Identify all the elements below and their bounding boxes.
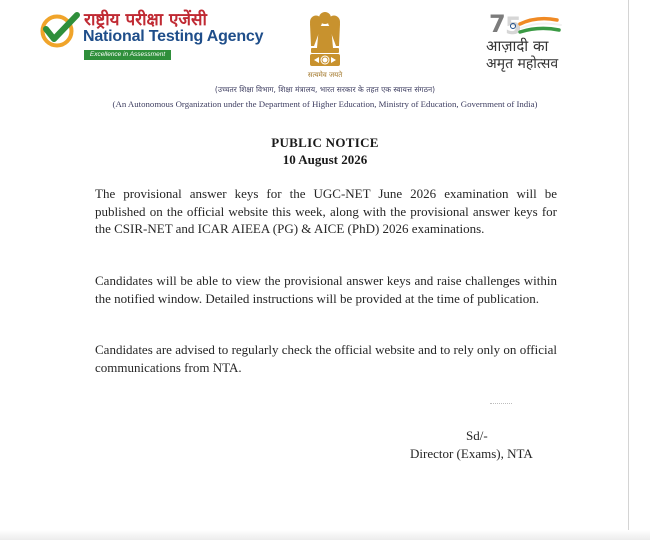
nta-logo-icon [40, 12, 80, 48]
page-edge-divider [628, 0, 629, 540]
notice-paragraph-3: Candidates are advised to regularly check the official website and to rely only on official communications from NTA. [95, 342, 557, 375]
national-emblem-icon [302, 8, 348, 78]
nta-tagline: Excellence in Assessment [84, 50, 171, 60]
nta-hindi-name: राष्ट्रीय परीक्षा एजेंसी [84, 10, 207, 30]
notice-date: 10 August 2026 [282, 152, 368, 167]
notice-paragraph-1: The provisional answer keys for the UGC-NET June 2026 examination will be published on the official website this week, along with the provisional answer keys for the CSIR-NET and ICAR AIEEA (PG) & AICE (PhD) 2026 examinations. [95, 186, 557, 236]
azadi-line-2: अमृत महोत्सव [486, 56, 559, 72]
notice-paragraph-2: Candidates will be able to view the provisional answer keys and raise challenges within the notified window. Detailed instructions will be provided at the time of publication. [95, 273, 557, 306]
nta-english-name: National Testing Agency [83, 28, 264, 45]
notice-title: PUBLIC NOTICE [271, 135, 379, 150]
scan-speck [490, 403, 512, 404]
emblem-motto: सत्यमेव जयते [307, 71, 343, 79]
svg-text:5: 5 [505, 12, 522, 40]
signature-designation: Director (Exams), NTA [410, 446, 533, 461]
azadi-line-1: आज़ादी का [486, 37, 549, 55]
svg-text:7: 7 [489, 10, 506, 38]
signature-sd: Sd/- [466, 428, 488, 443]
page-bottom-shadow [0, 530, 650, 540]
hindi-affiliation: (उच्चतर शिक्षा विभाग, शिक्षा मंत्रालय, भारत सरकार के तहत एक स्वायत्त संगठन) [214, 85, 436, 94]
english-affiliation: (An Autonomous Organization under the Department of Higher Education, Ministry of Education, Government of India) [112, 99, 538, 109]
